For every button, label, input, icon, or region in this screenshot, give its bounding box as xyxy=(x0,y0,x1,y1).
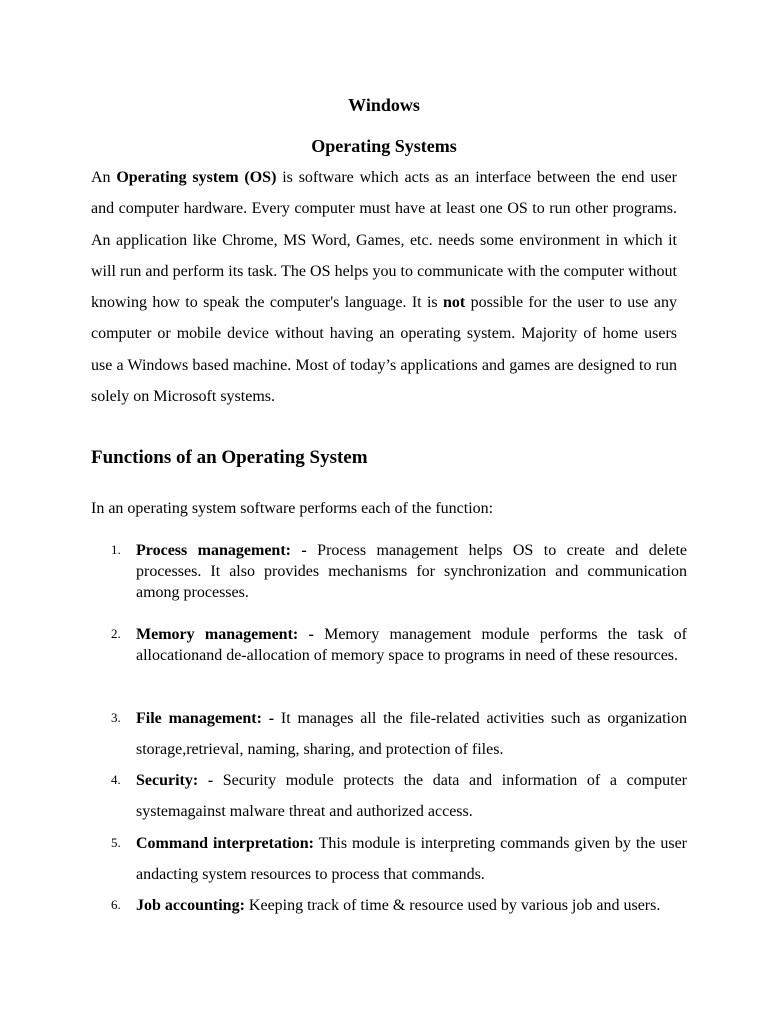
list-item-text: Process management helps OS to create and delete processes. It also provides mechanisms for synchronization and communication among processes. xyxy=(136,542,687,601)
list-item-term: Security: - xyxy=(136,772,214,789)
intro-bold-not: not xyxy=(443,294,466,312)
intro-paragraph xyxy=(91,162,677,412)
list-item-text: This module is interpreting commands given by the user andacting system resources to process that commands. xyxy=(136,835,687,883)
list-item xyxy=(91,765,687,827)
list-item-text: Security module protects the data and information of a computer systemagainst malware threat and authorized access. xyxy=(136,772,687,820)
list-item xyxy=(91,828,687,890)
list-item-term: Memory management: - xyxy=(136,626,314,643)
functions-lead: In an operating system software performs each of the function: xyxy=(91,500,494,517)
list-item-term: Process management: - xyxy=(136,542,307,559)
list-item-term: File management: - xyxy=(136,710,275,727)
list-item-text: Memory management module performs the task of allocationand de-allocation of memory space to programs in need of these resources. xyxy=(136,626,687,664)
intro-bold-os: Operating system (OS) xyxy=(116,169,277,186)
list-item xyxy=(91,895,687,916)
list-number: 6. xyxy=(111,897,121,912)
list-number: 3. xyxy=(111,710,121,725)
list-item xyxy=(91,703,687,765)
intro-text-1: An xyxy=(91,169,117,186)
list-number: 4. xyxy=(111,772,121,787)
list-item-text: Keeping track of time & resource used by various job and users. xyxy=(244,897,661,914)
list-item xyxy=(91,624,687,666)
list-item-term: Command interpretation: xyxy=(136,835,314,852)
list-item-term: Job accounting: xyxy=(136,897,245,914)
document-subtitle: Operating Systems xyxy=(311,136,457,156)
list-number: 1. xyxy=(111,542,121,557)
list-number: 5. xyxy=(111,835,121,850)
intro-text-3: possible for the user to use any computer or mobile device without having an operating system. Majority of home users use a Windows based machine. Most of today’s applications and games are designed to run solely on Microsoft systems. xyxy=(91,294,677,406)
functions-heading: Functions of an Operating System xyxy=(91,447,368,468)
list-number: 2. xyxy=(111,626,121,641)
intro-text-2: is software which acts as an interface between the end user and computer hardware. Every computer must have at least one OS to run other programs. An application like Chrome, MS Word, Games, etc. needs some environment in which it will run and perform its task. The OS helps you to communicate with the computer without knowing how to speak the computer's language. It is xyxy=(91,169,677,312)
list-item-text: It manages all the file-related activities such as organization storage,retrieval, naming, sharing, and protection of files. xyxy=(136,710,688,758)
document-title: Windows xyxy=(348,95,420,115)
list-item xyxy=(91,540,687,603)
